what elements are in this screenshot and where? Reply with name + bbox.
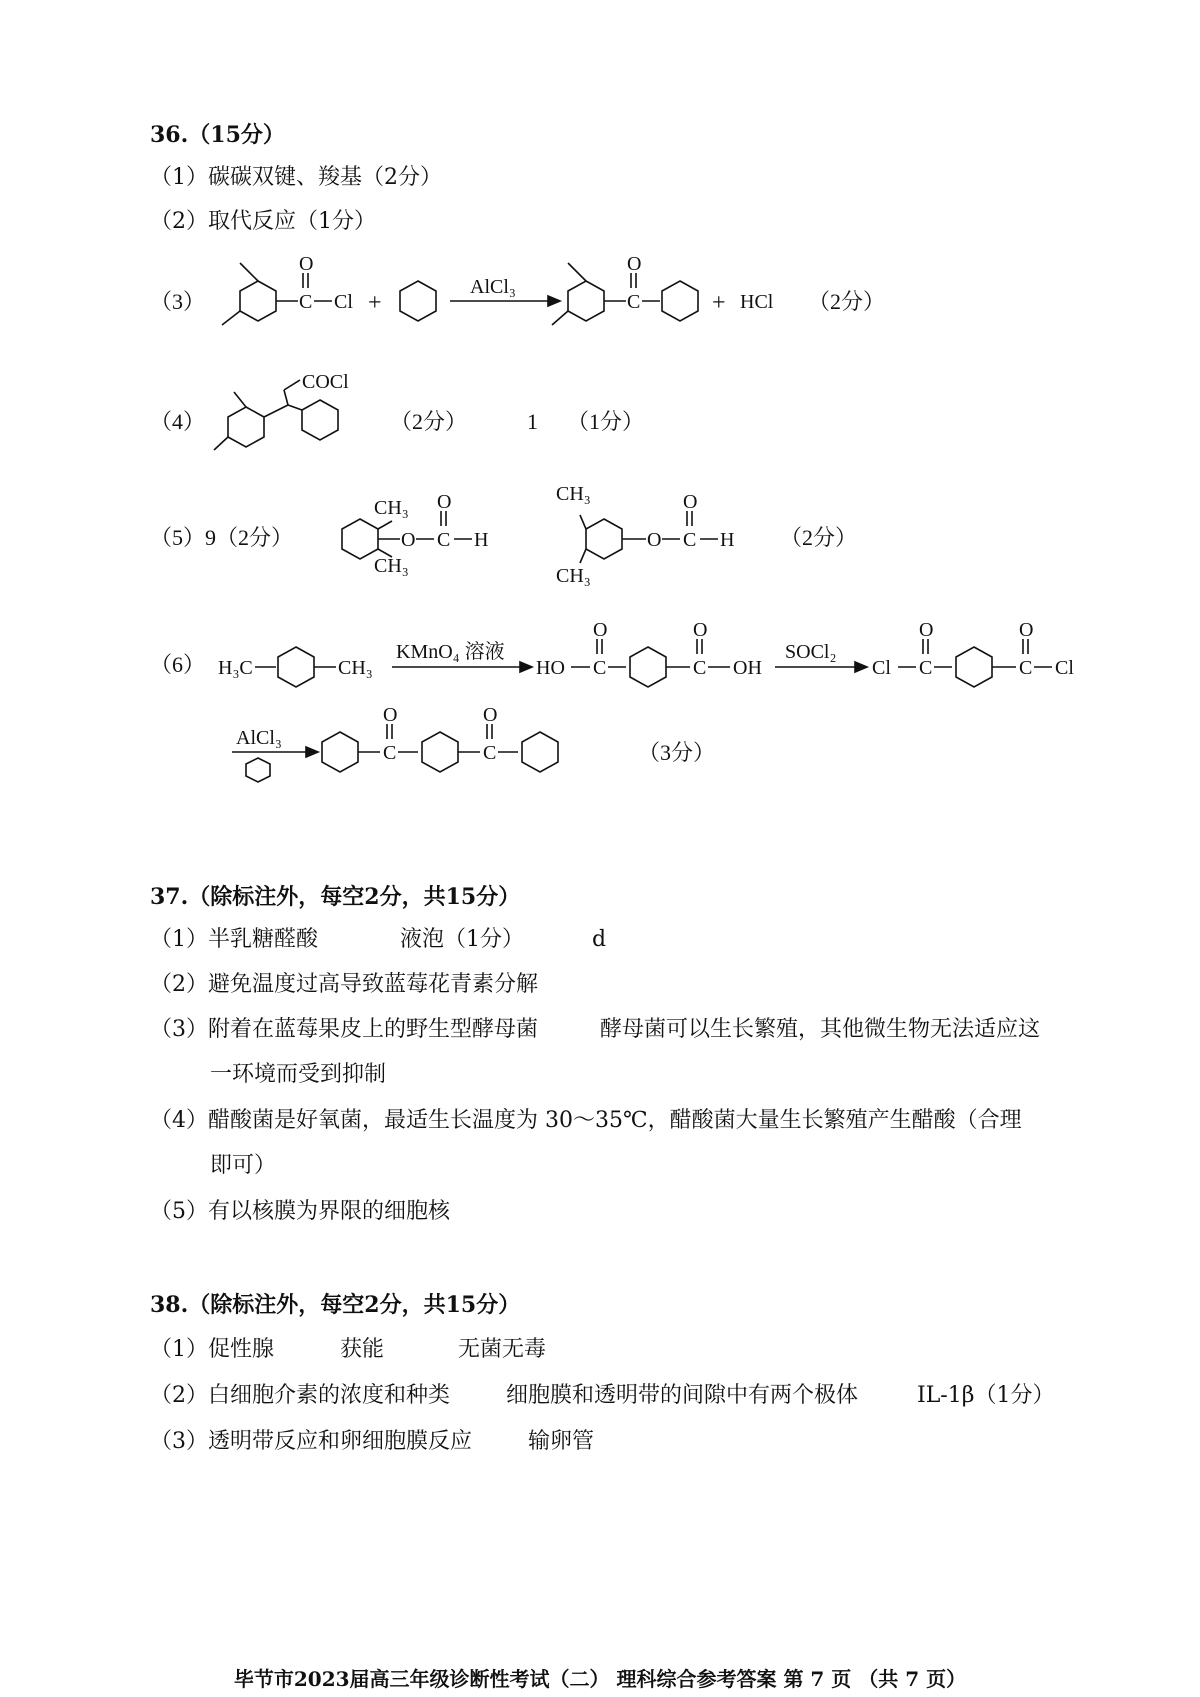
atom-label: C: [683, 529, 697, 551]
q37-answer-1b: 液泡（1分）: [400, 927, 524, 952]
atom-label: O: [593, 619, 608, 641]
q36-p4-label: （4）: [150, 409, 206, 434]
atom-label: C: [693, 657, 707, 679]
benzene-ring: [322, 732, 358, 772]
product-label: HCl: [740, 291, 774, 313]
q38-answer-2b: 细胞膜和透明带的间隙中有两个极体: [506, 1383, 859, 1408]
methyl-bond: [234, 392, 246, 407]
arrow-head: [548, 296, 560, 306]
atom-label: C: [383, 742, 397, 764]
q37-answer-4a: （4）醋酸菌是好氧菌，最适生长温度为 30～35℃，醋酸菌大量生长繁殖产生醋酸（合理: [150, 1108, 1022, 1133]
atom-label: C: [483, 742, 497, 764]
q38-title: 38.（除标注外，每空2分，共15分）: [150, 1292, 521, 1318]
atom-label: Cl: [872, 657, 891, 679]
benzene-ring: [342, 519, 378, 559]
reagent-label: KMnO₄ 溶液: [396, 641, 505, 663]
q37-answer-3a: （3）附着在蓝莓果皮上的野生型酵母菌: [150, 1017, 538, 1042]
atom-label: O: [437, 491, 452, 513]
q36-p5-label: （5）9（2分）: [150, 525, 294, 550]
methyl-bond: [214, 437, 228, 450]
atom-label: O: [483, 704, 498, 726]
atom-label: O: [627, 253, 642, 275]
arrow-head: [855, 662, 867, 672]
benzene-ring: [422, 732, 458, 772]
q38-answer-3a: （3）透明带反应和卵细胞膜反应: [150, 1429, 472, 1454]
reagent-label: SOCl₂: [785, 641, 837, 663]
q36-p3-label: （3）: [150, 289, 206, 314]
methyl-bond: [580, 549, 586, 563]
q38-answer-2a: （2）白细胞介素的浓度和种类: [150, 1383, 450, 1408]
atom-label: O: [1019, 619, 1034, 641]
group-label: HO: [536, 657, 565, 679]
score-label: （2分）: [808, 289, 886, 314]
atom-label: H: [720, 529, 735, 551]
atom-label: O: [683, 491, 698, 513]
atom-label: O: [299, 253, 314, 275]
q36-p6-label: （6）: [150, 652, 206, 677]
q38-answer-1b: 获能: [340, 1337, 385, 1362]
atom-label: C: [299, 291, 313, 313]
q37-title: 37.（除标注外，每空2分，共15分）: [150, 884, 521, 910]
benzene-ring: [228, 407, 264, 447]
bond: [284, 380, 300, 390]
atom-label: H: [474, 529, 489, 551]
benzene-ring: [302, 400, 338, 440]
benzene-ring: [630, 647, 666, 687]
bond: [288, 405, 302, 410]
plus-sign: +: [712, 290, 726, 316]
atom-label: C: [593, 657, 607, 679]
benzene-ring: [400, 281, 436, 321]
score-label: （3分）: [638, 740, 716, 765]
q37-answer-3b: 酵母菌可以生长繁殖，其他微生物无法适应这: [600, 1017, 1041, 1042]
q38-answer-2c: IL-1β（1分）: [917, 1383, 1055, 1408]
arrow-head: [520, 662, 532, 672]
atom-label: C: [437, 529, 451, 551]
score-label: （2分）: [390, 409, 468, 434]
atom-label: C: [627, 291, 641, 313]
plus-sign: +: [368, 290, 382, 316]
benzene-ring: [568, 281, 604, 321]
q38-answer-1a: （1）促性腺: [150, 1337, 274, 1362]
atom-label: O: [693, 619, 708, 641]
q37-answer-2: （2）避免温度过高导致蓝莓花青素分解: [150, 972, 538, 997]
atom-label: O: [647, 529, 662, 551]
group-label: H₃C: [218, 657, 253, 679]
methyl-bond: [580, 515, 586, 529]
benzene-ring: [956, 647, 992, 687]
q38-answer-3b: 输卵管: [528, 1429, 595, 1454]
methyl-bond: [222, 311, 240, 325]
q37-answer-3c: 一环境而受到抑制: [210, 1062, 387, 1087]
q36-answer-2: （2）取代反应（1分）: [150, 209, 376, 234]
q38-answer-1c: 无菌无毒: [458, 1337, 547, 1362]
methyl-bond: [378, 521, 392, 529]
atom-label: O: [919, 619, 934, 641]
benzene-ring: [522, 732, 558, 772]
q37-answer-5: （5）有以核膜为界限的细胞核: [150, 1199, 450, 1224]
atom-label: O: [383, 704, 398, 726]
arrow-head: [306, 747, 318, 757]
q36-answer-1: （1）碳碳双键、羧基（2分）: [150, 165, 442, 190]
atom-label: C: [1019, 657, 1033, 679]
methyl-bond: [240, 263, 258, 281]
atom-label: Cl: [1055, 657, 1074, 679]
reagent-label: AlCl₃: [236, 727, 282, 749]
group-label: CH₃: [374, 497, 409, 519]
group-label: CH₃: [556, 483, 591, 505]
atom-label: O: [401, 529, 416, 551]
q37-answer-1a: （1）半乳糖醛酸: [150, 927, 318, 952]
benzene-ring: [586, 519, 622, 559]
benzene-ring: [246, 758, 270, 782]
bond: [284, 390, 288, 405]
benzene-ring: [278, 647, 314, 687]
q37-answer-4b: 即可）: [210, 1153, 277, 1178]
atom-label: Cl: [334, 291, 353, 313]
group-label: CH₃: [338, 657, 373, 679]
benzene-ring: [240, 281, 276, 321]
methyl-bond: [568, 263, 586, 281]
group-label: CH₃: [374, 555, 409, 577]
bond: [264, 405, 288, 417]
q37-answer-1c: d: [592, 927, 607, 952]
atom-label: C: [919, 657, 933, 679]
group-label: CH₃: [556, 565, 591, 587]
group-label: OH: [733, 657, 762, 679]
benzene-ring: [662, 281, 698, 321]
score-label: （2分）: [780, 525, 858, 550]
q36-title: 36.（15分）: [150, 122, 285, 148]
score-label: （1分）: [567, 409, 645, 434]
reagent-label: AlCl₃: [470, 276, 516, 298]
group-label: COCl: [302, 371, 349, 393]
answer-value: 1: [527, 409, 538, 434]
methyl-bond: [552, 311, 568, 325]
page-footer: 毕节市2023届高三年级诊断性考试（二） 理科综合参考答案 第 7 页 （共 7 页）: [233, 1667, 967, 1691]
